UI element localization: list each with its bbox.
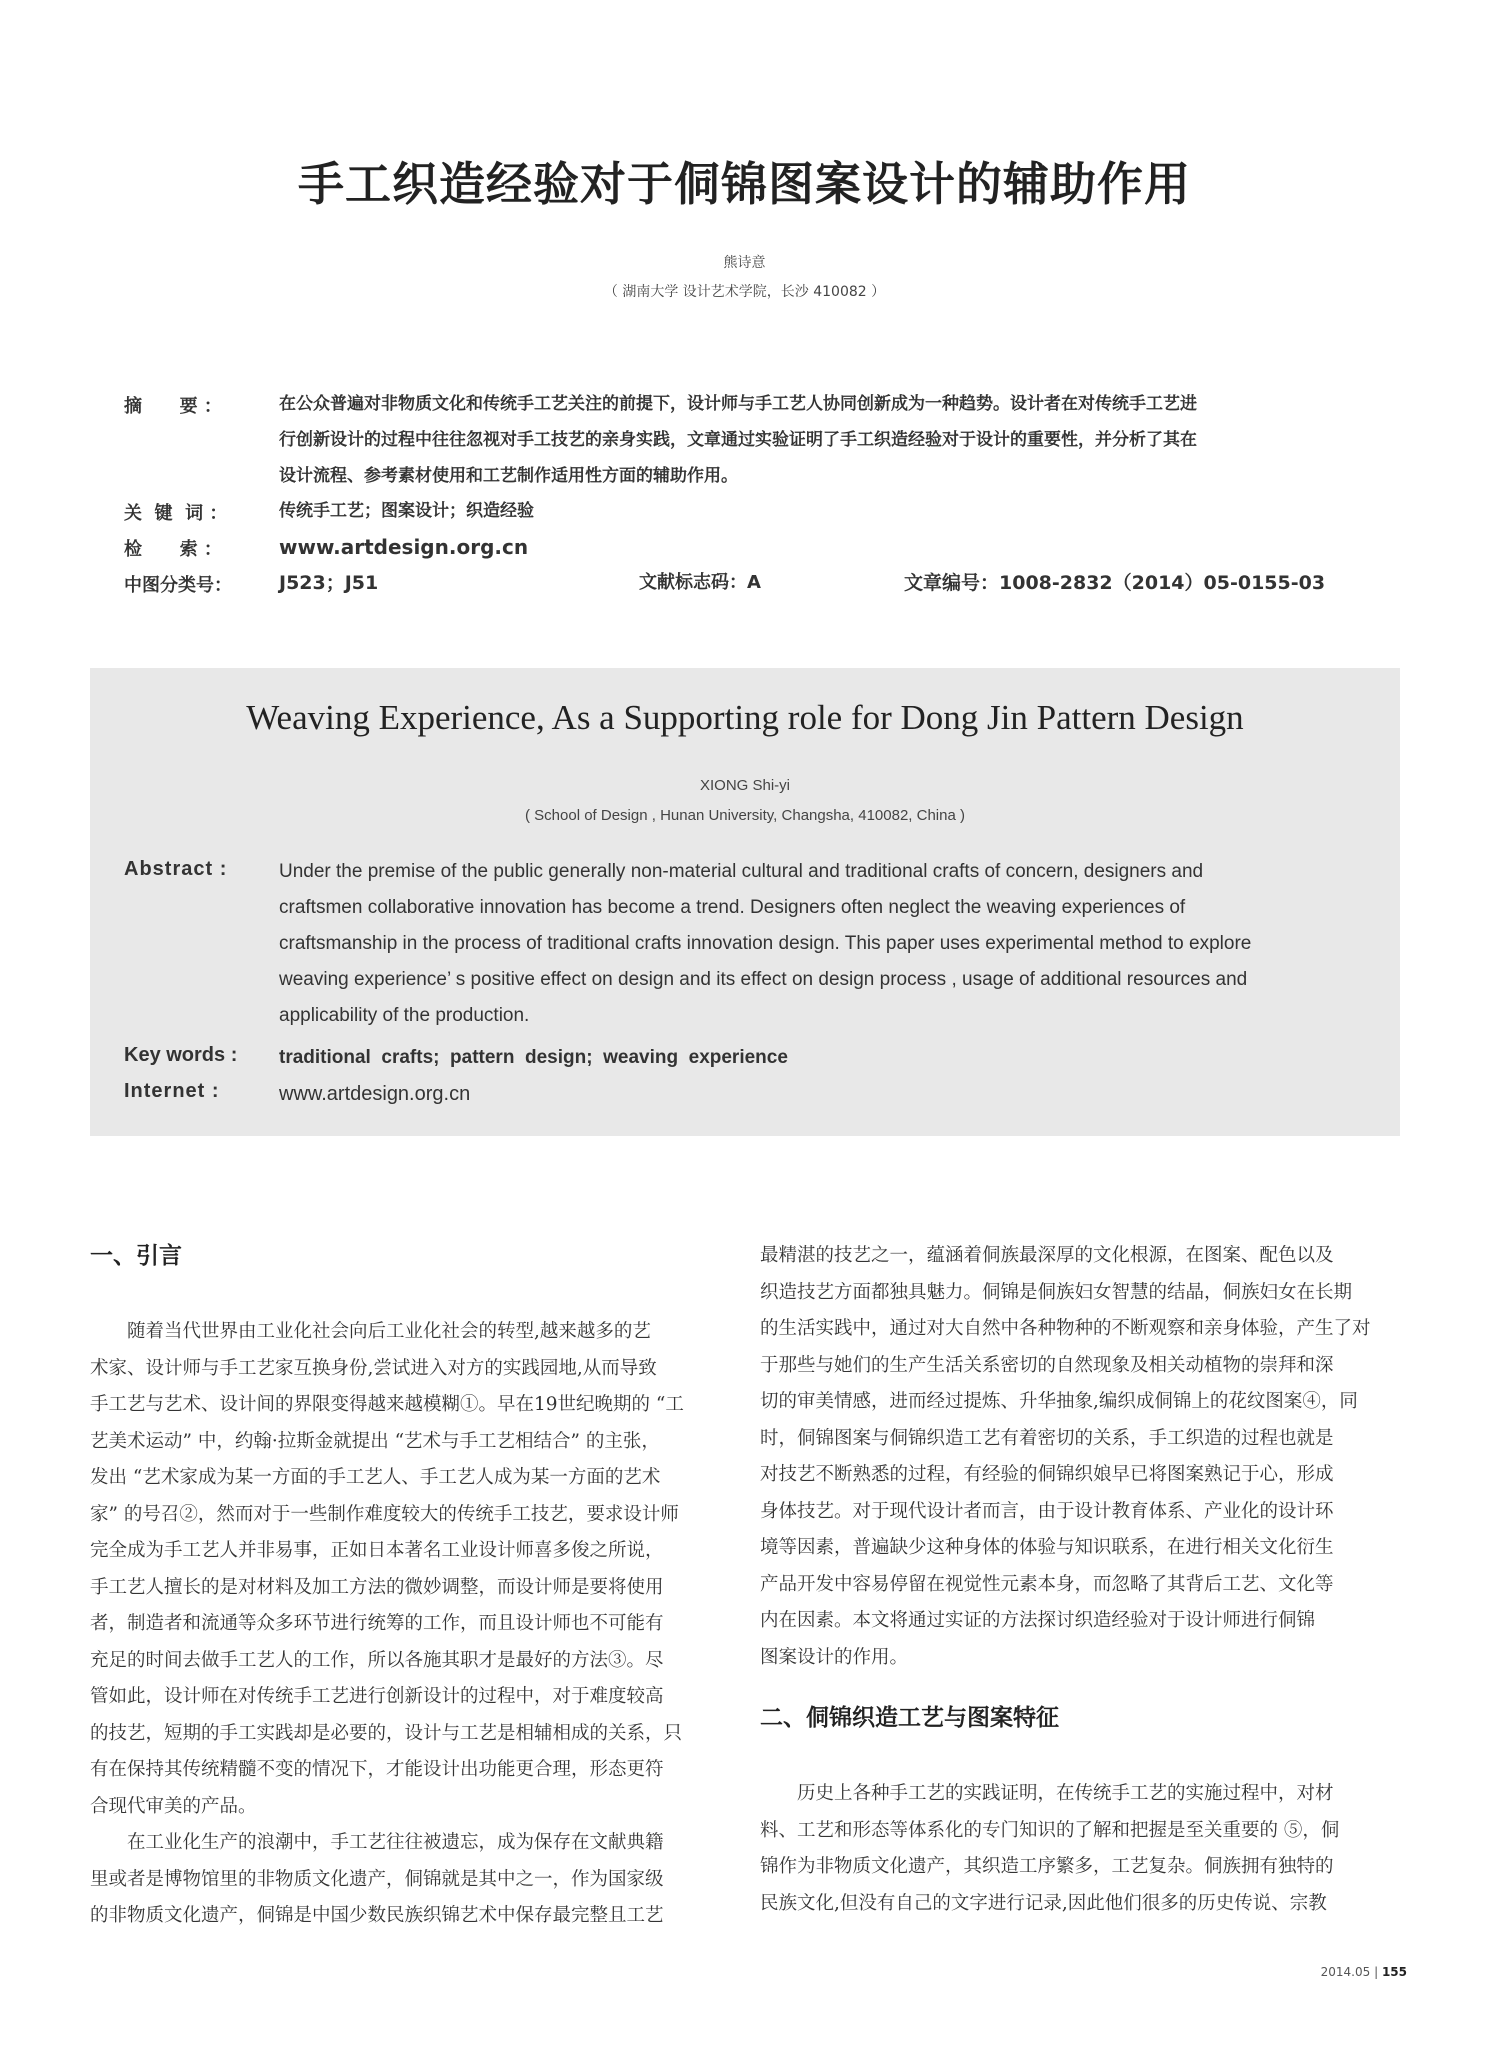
text-line: 术家、设计师与手工艺家互换身份,尝试进入对方的实践园地,从而导致 bbox=[90, 1357, 657, 1379]
english-abstract-text bbox=[279, 854, 1489, 1034]
cn-doc-code: 文献标志码：A bbox=[639, 572, 761, 593]
cn-abstract bbox=[124, 386, 1384, 496]
english-abstract-line: weaving experience’ s positive effect on design and its effect on design process , usage of additional resources and bbox=[279, 969, 1248, 990]
text-line: 随着当代世界由工业化社会向后工业化社会的转型,越来越多的艺 bbox=[127, 1321, 651, 1342]
text-line: 家” 的号召②，然而对于一些制作难度较大的传统手工技艺，要求设计师 bbox=[90, 1503, 679, 1525]
cn-abstract-line: 在公众普遍对非物质文化和传统手工艺关注的前提下，设计师与手工艺人协同创新成为一种趋势。设计者在对传统手工艺进 bbox=[279, 394, 1197, 414]
english-title: Weaving Experience, As a Supporting role for Dong Jin Pattern Design bbox=[246, 698, 1244, 737]
right-column bbox=[760, 1238, 1400, 1922]
cn-abstract-line: 行创新设计的过程中往往忽视对手工技艺的亲身实践，文章通过实验证明了手工织造经验对于设计的重要性，并分析了其在 bbox=[279, 430, 1197, 450]
page-title: 手工织造经验对于侗锦图案设计的辅助作用 bbox=[298, 157, 1191, 211]
author-name: 熊诗意 bbox=[723, 255, 766, 271]
issue-label: 2014.05 | bbox=[1320, 1965, 1382, 1979]
text-line: 最精湛的技艺之一，蕴涵着侗族最深厚的文化根源，在图案、配色以及 bbox=[760, 1245, 1334, 1266]
cn-abstract-label: 摘 要 ： bbox=[124, 396, 222, 417]
cn-class-label: 中图分类号： bbox=[124, 575, 232, 596]
text-line: 时，侗锦图案与侗锦织造工艺有着密切的关系，手工织造的过程也就是 bbox=[760, 1427, 1334, 1449]
english-internet-label: Internet : bbox=[124, 1080, 220, 1102]
paragraph bbox=[760, 1238, 1400, 1676]
text-line: 完全成为手工艺人并非易事，正如日本著名工业设计师喜多俊之所说， bbox=[90, 1540, 664, 1561]
text-line: 内在因素。本文将通过实证的方法探讨织造经验对于设计师进行侗锦 bbox=[760, 1610, 1316, 1631]
text-line: 的生活实践中，通过对大自然中各种物种的不断观察和亲身体验，产生了对 bbox=[760, 1318, 1371, 1339]
text-line: 手工艺人擅长的是对材料及加工方法的微妙调整，而设计师是要将使用 bbox=[90, 1576, 664, 1598]
text-line: 织造技艺方面都独具魅力。侗锦是侗族妇女智慧的结晶，侗族妇女在长期 bbox=[760, 1281, 1353, 1303]
text-line: 发出 “艺术家成为某一方面的手工艺人、手工艺人成为某一方面的艺术 bbox=[90, 1467, 661, 1488]
cn-article-number: 文章编号：1008-2832（2014）05-0155-03 bbox=[904, 572, 1326, 594]
text-line: 的非物质文化遗产，侗锦是中国少数民族织锦艺术中保存最完整且工艺 bbox=[90, 1905, 664, 1926]
text-line: 有在保持其传统精髓不变的情况下，才能设计出功能更合理，形态更符 bbox=[90, 1759, 664, 1780]
cn-search-link[interactable]: www.artdesign.org.cn bbox=[279, 535, 529, 559]
english-abstract-line: applicability of the production. bbox=[279, 1005, 530, 1026]
english-internet-link[interactable]: www.artdesign.org.cn bbox=[279, 1083, 471, 1105]
text-line: 锦作为非物质文化遗产，其织造工序繁多，工艺复杂。侗族拥有独特的 bbox=[760, 1856, 1334, 1877]
text-line: 艺美术运动” 中，约翰·拉斯金就提出 “艺术与手工艺相结合” 的主张， bbox=[90, 1430, 660, 1452]
text-line: 者，制造者和流通等众多环节进行统筹的工作，而且设计师也不可能有 bbox=[90, 1613, 664, 1634]
english-author: XIONG Shi-yi bbox=[699, 777, 790, 794]
text-line: 里或者是博物馆里的非物质文化遗产，侗锦就是其中之一，作为国家级 bbox=[90, 1868, 664, 1890]
text-line: 图案设计的作用。 bbox=[760, 1646, 909, 1668]
cn-abstract-line: 设计流程、参考素材使用和工艺制作适用性方面的辅助作用。 bbox=[279, 466, 738, 486]
cn-abstract-text bbox=[279, 386, 1489, 494]
text-line: 对技艺不断熟悉的过程，有经验的侗锦织娘早已将图案熟记于心，形成 bbox=[760, 1464, 1334, 1485]
text-line: 合现代审美的产品。 bbox=[90, 1795, 257, 1817]
cn-keywords: 传统手工艺；图案设计；织造经验 bbox=[279, 501, 534, 521]
section-heading-weaving: 二、侗锦织造工艺与图案特征 bbox=[760, 1705, 1059, 1731]
english-abstract-line: Under the premise of the public generally non-material cultural and traditional crafts of concern, designers and bbox=[279, 861, 1204, 882]
left-column bbox=[90, 1238, 730, 1935]
english-affiliation: ( School of Design , Hunan University, Changsha, 410082, China ) bbox=[525, 807, 965, 824]
english-keywords-label: Key words : bbox=[124, 1044, 238, 1066]
cn-search-label: 检 索 ： bbox=[124, 539, 222, 560]
text-line: 身体技艺。对于现代设计者而言，由于设计教育体系、产业化的设计环 bbox=[760, 1500, 1334, 1522]
paragraph bbox=[90, 1314, 730, 1825]
text-line: 境等因素，普遍缺少这种身体的体验与知识联系，在进行相关文化衍生 bbox=[760, 1537, 1334, 1558]
text-line: 充足的时间去做手工艺人的工作，所以各施其职才是最好的方法③。尽 bbox=[90, 1649, 664, 1671]
english-abstract-line: craftsmen collaborative innovation has become a trend. Designers often neglect the weaving experiences of bbox=[279, 897, 1186, 918]
english-keywords: traditional crafts; pattern design; weaving experience bbox=[279, 1047, 788, 1068]
text-line: 管如此，设计师在对传统手工艺进行创新设计的过程中，对于难度较高 bbox=[90, 1686, 664, 1707]
text-line: 历史上各种手工艺的实践证明，在传统手工艺的实施过程中，对材 bbox=[797, 1783, 1334, 1804]
text-line: 民族文化,但没有自己的文字进行记录,因此他们很多的历史传说、宗教 bbox=[760, 1892, 1327, 1914]
text-line: 切的审美情感，进而经过提炼、升华抽象,编织成侗锦上的花纹图案④，同 bbox=[760, 1391, 1358, 1412]
cn-class-value: J523；J51 bbox=[279, 572, 379, 594]
paragraph bbox=[760, 1776, 1400, 1922]
page-number: 155 bbox=[1381, 1965, 1407, 1979]
text-line: 产品开发中容易停留在视觉性元素本身，而忽略了其背后工艺、文化等 bbox=[760, 1573, 1334, 1595]
english-abstract-line: craftsmanship in the process of traditional crafts innovation design. This paper uses experimental method to explore bbox=[279, 933, 1252, 954]
cn-keywords-label: 关 键 词 ： bbox=[124, 503, 228, 524]
author-affiliation: （ 湖南大学 设计艺术学院，长沙 410082 ） bbox=[603, 284, 886, 300]
english-abstract-label: Abstract : bbox=[124, 858, 228, 880]
text-line: 手工艺与艺术、设计间的界限变得越来越模糊①。早在19世纪晚期的 “工 bbox=[90, 1394, 684, 1415]
text-line: 的技艺，短期的手工实践却是必要的，设计与工艺是相辅相成的关系，只 bbox=[90, 1722, 683, 1744]
text-line: 在工业化生产的浪潮中，手工艺往往被遗忘，成为保存在文献典籍 bbox=[127, 1832, 664, 1853]
paragraph bbox=[90, 1825, 730, 1935]
text-line: 料、工艺和形态等体系化的专门知识的了解和把握是至关重要的 ⑤，侗 bbox=[760, 1819, 1340, 1841]
english-abstract-box bbox=[90, 668, 1400, 1136]
section-heading-introduction: 一、引言 bbox=[90, 1243, 182, 1269]
page-footer bbox=[1321, 1965, 1407, 1979]
text-line: 于那些与她们的生产生活关系密切的自然现象及相关动植物的崇拜和深 bbox=[760, 1354, 1334, 1376]
